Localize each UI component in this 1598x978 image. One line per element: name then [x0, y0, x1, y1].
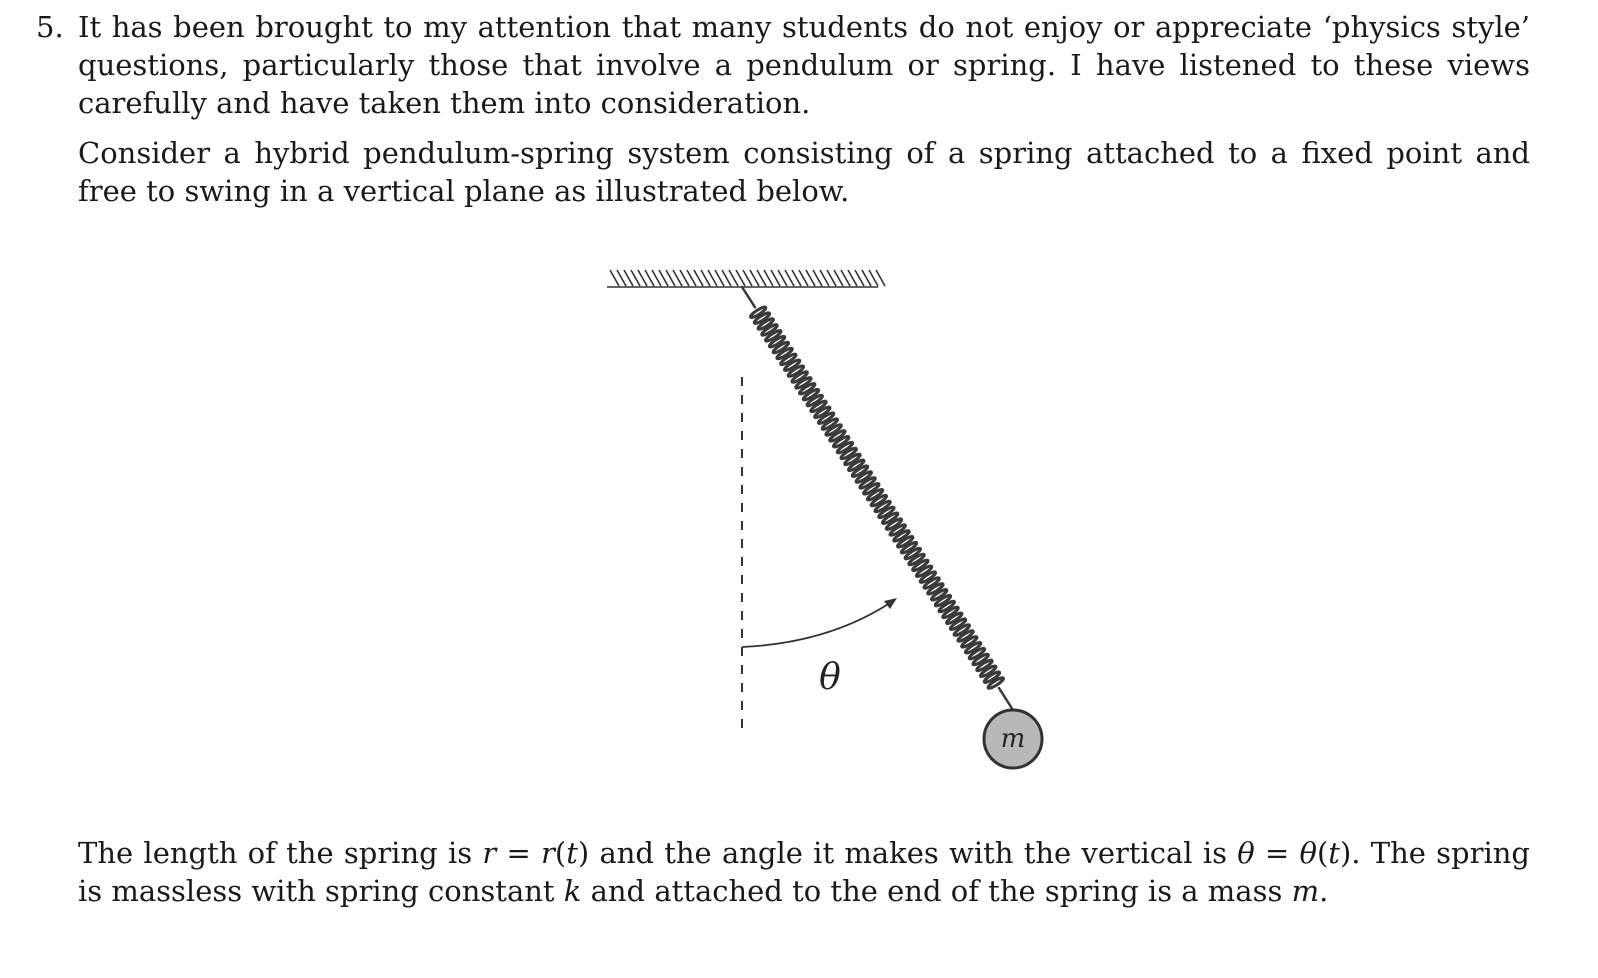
question-description — [78, 834, 1530, 910]
desc-text-1: The length of the spring is — [78, 836, 483, 870]
question-intro: It has been brought to my attention that many students do not enjoy or appreciate ‘physics style’ questions, particularly those that involve a pendulum or spring. I have listened to these views carefully and have taken them into consideration. — [78, 10, 1530, 120]
question-number: 5. — [36, 10, 64, 44]
desc-text-4: ) and the angle it makes with the vertical is — [577, 836, 1238, 870]
ceiling-hatch — [607, 270, 885, 287]
var-t: t — [566, 836, 578, 870]
desc-text-3: ( — [554, 836, 567, 870]
desc-text-2: = — [496, 836, 542, 870]
spring — [742, 287, 1013, 710]
spring-lead-top — [742, 287, 755, 307]
var-k: k — [563, 874, 582, 908]
var-theta-func: θ — [1299, 836, 1317, 870]
desc-text-5: = — [1254, 836, 1300, 870]
var-theta: θ — [1237, 836, 1255, 870]
var-r-func: r — [541, 836, 555, 870]
angle-arrow-head — [884, 598, 897, 609]
pendulum-spring-figure — [600, 255, 1070, 785]
question-setup: Consider a hybrid pendulum-spring system consisting of a spring attached to a fixed point and free to swing in a vertical plane as illustrated below. — [78, 136, 1530, 208]
pendulum-spring-diagram — [600, 255, 1070, 785]
var-t-2: t — [1328, 836, 1340, 870]
var-r: r — [482, 836, 497, 870]
angle-label: θ — [819, 657, 841, 698]
desc-text-8: and attached to the end of the spring is a mass — [581, 874, 1292, 908]
var-m: m — [1291, 874, 1320, 908]
spring-lead-bottom — [999, 688, 1013, 710]
angle-arc — [742, 601, 893, 647]
desc-text-6: ( — [1316, 836, 1329, 870]
desc-text-7: ). The spring is massless with spring constant — [78, 836, 1530, 908]
desc-text-9: . — [1319, 874, 1329, 908]
mass-label: m — [1000, 724, 1026, 754]
